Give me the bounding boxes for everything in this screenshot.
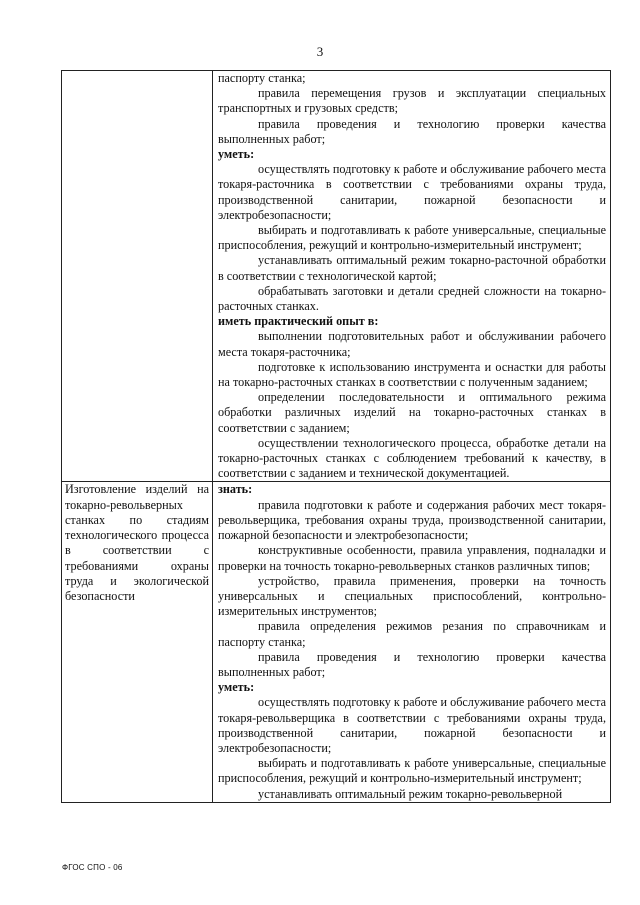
paragraph: обрабатывать заготовки и детали средней сложности на токарно-расточных станках.	[218, 283, 606, 314]
paragraph: осуществлять подготовку к работе и обслуживание рабочего места токаря-расточника в соответствии с требованиями охраны труда, производственной санитарии, пожарной безопасности и электробезопасности;	[218, 162, 606, 222]
paragraph: выбирать и подготавливать к работе универсальные, специальные приспособления, режущий и контрольно-измерительный инструмент;	[218, 756, 606, 786]
section-heading: знать:	[218, 482, 253, 497]
topic-text: Изготовление изделий на токарно-револьверных станках по стадиям технологического процесса в соответствии с требованиями охраны труда и экологической безопасности	[65, 482, 209, 603]
paragraph: подготовке к использованию инструмента и оснастки для работы на токарно-расточных станках в соответствии с полученным заданием;	[218, 359, 606, 390]
competency-table	[61, 70, 611, 803]
paragraph: правила перемещения грузов и эксплуатации специальных транспортных и грузовых средств;	[218, 86, 606, 116]
paragraph: выполнении подготовительных работ и обслуживании рабочего места токаря-расточника;	[218, 329, 606, 359]
paragraph: осуществлении технологического процесса, обработке детали на токарно-расточных станках с соблюдением требований к качеству, в соответствии с заданием и технической документацией.	[218, 435, 606, 481]
section-heading: уметь:	[218, 147, 255, 162]
content-cell	[213, 71, 611, 482]
paragraph: конструктивные особенности, правила управления, подналадки и проверки на точность токарно-револьверных станков различных типов;	[218, 543, 606, 573]
page-number: 3	[316, 44, 324, 59]
table-row	[62, 71, 611, 482]
paragraph: устанавливать оптимальный режим токарно-револьверной	[258, 786, 563, 801]
paragraph: устанавливать оптимальный режим токарно-расточной обработки в соответствии с технологической картой;	[218, 253, 606, 283]
paragraph: правила подготовки к работе и содержания рабочих мест токаря-револьверщика, требования охраны труда, производственной санитарии, пожарной безопасности и электробезопасности;	[218, 497, 606, 543]
paragraph: правила проведения и технологию проверки качества выполненных работ;	[218, 116, 606, 146]
paragraph: устройство, правила применения, проверки на точность универсальных и специальных приспособлений, контрольно-измерительных инструментов;	[218, 573, 606, 619]
paragraph: осуществлять подготовку к работе и обслуживание рабочего места токаря-револьверщика в соответствии с требованиями охраны труда, производственной санитарии, пожарной безопасности и электробезопасности;	[218, 695, 606, 755]
topic-cell	[62, 482, 213, 802]
section-heading: уметь:	[218, 680, 255, 695]
footer-code: ФГОС СПО - 06	[62, 863, 123, 872]
paragraph: выбирать и подготавливать к работе универсальные, специальные приспособления, режущий и контрольно-измерительный инструмент;	[218, 223, 606, 253]
section-heading: иметь практический опыт в:	[218, 314, 379, 329]
table-body	[62, 71, 611, 803]
paragraph: определении последовательности и оптимального режима обработки различных изделий на токарно-расточных станках в соответствии с заданием;	[218, 390, 606, 435]
paragraph: правила проведения и технологию проверки качества выполненных работ;	[218, 649, 606, 679]
paragraph-continuation: паспорту станка;	[218, 71, 306, 85]
topic-cell	[62, 71, 213, 482]
content-cell	[213, 482, 611, 802]
table-row	[62, 482, 611, 802]
paragraph: правила определения режимов резания по справочникам и паспорту станка;	[218, 619, 606, 649]
